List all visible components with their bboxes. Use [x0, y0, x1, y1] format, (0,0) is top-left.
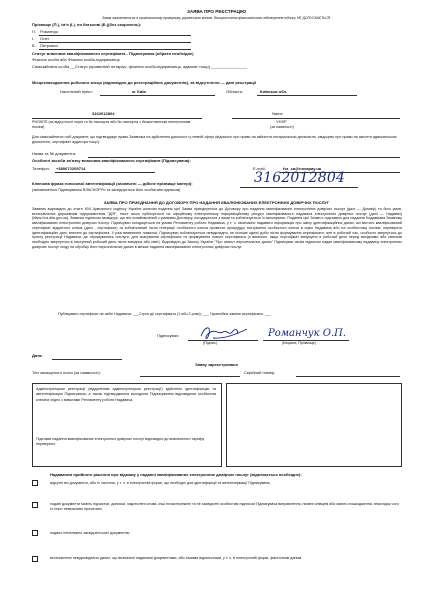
unzr-label: УНЗР: [276, 119, 287, 124]
status-option-self-employed[interactable]: Самозайнята особа __Статус (приватний нотаріус, фізична особа-підприємець, адвокат тощо) ________________: [32, 64, 248, 69]
fill-instruction: Заява заповнюється в оригінальному примірнику українською мовою. Використання факсимільного відтворення підпису НЕ ДОПУСКАЄТЬСЯ.: [101, 16, 332, 20]
tariff-check-text: Підстави надання кваліфікованих електронних довірчих послуг відповідно до визначеного тарифу перевірено: [36, 437, 205, 447]
unzr-note: (за наявності): [270, 125, 294, 129]
doc-name-label: Назва та № документа:: [32, 151, 76, 156]
location-label: Місцезнаходження робочого місця (відповідно до реєстраційних документів), за відсутністю — дані реєстрації: [32, 80, 256, 85]
refusal-checkbox-1[interactable]: [32, 480, 38, 486]
keyphrase-label: Ключова фраза голосової автентифікації (зазначені — дійсне прізвище матері):: [32, 181, 193, 186]
refusal-option-2: подані документи мають підчистки, дописки, закреслені слова, інші незастережені та не засвідчені особистим підписом Підписувача виправлення, наявні олівцеві або мають пошкодження, внаслідок чого їх текст неможливо прочитати;: [50, 502, 399, 511]
refusal-option-3: подано неналежно засвідчені копії документів;: [50, 531, 130, 535]
rnokpp-value[interactable]: 3162012804: [92, 111, 115, 116]
date-label: Дата:: [32, 353, 43, 358]
oblast-label: Область:: [226, 89, 244, 94]
refusal-title: Надавачем прийнято рішення про відмову у наданні кваліфікованих електронних довірчих послуг (відмічається необхідне):: [50, 472, 302, 477]
keyphrase-note: (заповнюється Підписувачем ВЛАСНОРУЧ та засвідчується його особистим підписом): [32, 188, 181, 192]
status-label: Статус власника кваліфікованого сертифіката - Підписувача (обрати необхідне): [32, 51, 194, 56]
name-value[interactable]: Олег: [40, 36, 50, 41]
surname-value[interactable]: Романчук: [40, 29, 58, 34]
status-option-individual[interactable]: Фізична особа або Фізична особа-підприємець: [32, 57, 120, 62]
phone-value[interactable]: +380672209714: [56, 166, 86, 171]
rnokpp-label: РНОКПП (за відсутності серія та № паспорта або № паспорта з безконтактним електронним носієм): [32, 120, 191, 129]
carrier-type-label: Тип захищеного носія (за наявності):: [32, 370, 101, 375]
contract-title: ЗАЯВА ПРО ПРИЄДНАННЯ ДО ДОГОВОРУ ПРО НАДАННЯ КВАЛІФІКОВАНИХ ЕЛЕКТРОННИХ ДОВІРЧИХ ПОСЛУГ: [103, 200, 330, 205]
patronymic-value[interactable]: Петрович: [40, 43, 58, 48]
patronymic-label: Б.: [32, 43, 36, 48]
pib-label: Прізвище (П.), ім'я (І.), по батькові (Б.)(без скорочень):: [32, 22, 142, 27]
email-value[interactable]: for_ca@novapay.ua: [283, 166, 322, 171]
name-field-label: Name: [272, 111, 283, 116]
registered-label: Заяву зареєстровано: [195, 362, 238, 367]
oblast-value[interactable]: Київська обл.: [260, 89, 288, 94]
refusal-checkbox-4[interactable]: [32, 556, 38, 562]
contract-body: Заявник відповідно до статті 634 Цивільного кодексу України шляхом подання цієї Заяви приєднується до Договору про надання кваліфікованих електронних довірчих послуг (далі — Договір) та його умов, встановлених державним підприємством "ДІЯ", текст якого публікується на офіційному електронному інформаційному ресурсі кваліфікованого надавача електронних довірчих послуг (далі — Надавач) (https://ca.diia.gov.ua). Заявник підписом засвідчує, що він ознайомлений з умовами Договору, погоджується з ними та зобов'язується їх виконувати. Подання цієї Заяви є підставою для надання Надавачем Заявнику кваліфікованих електронних довірчих послуг. Підписувач погоджується на умови Регламенту роботи Надавача, у т. ч. своєчасно надавати інформацію про зміну ідентифікаційних даних, які містить кваліфікований сертифікат відкритого ключа (далі - сертифікат) та зобов'язаний після генерації особистого ключа провести процедуру зчитування особистого ключа в офісі Надавача або на особистому носієві, перевірити ідентифікаційні дані, внесені до сертифіката. У разі виявлення помилок, Підписувач зобов'язується невідкладно, не пізніше однієї доби після формування сертифіката, але в робочий час, особисто звернутись до пункту реєстрації Надавача, де отримувались послуги, для скасування сертифіката та формування нового сертифіката (з вимогою, якщо сертифікат випущено в робочий день перед вихідними або святкові необхідно звернутися в наступний робочий день після вихідних або свят). Відповідно до Закону України "Про захист персональних даних" Підписувач своїм підписом надає кваліфікованому надавачу електронних довірчих послуг згоду на обробку його персональних даних в межах надання кваліфікованих електронних довірчих послуг.: [32, 207, 402, 249]
refusal-checkbox-3[interactable]: [32, 530, 38, 536]
refusal-option-1: відсутні всі документи, або їх частина, у т. ч. в електронній формі, що необхідні для ідентифікації та автентифікації Підписувача;: [50, 481, 271, 485]
settlement-label: Населений пункт:: [60, 89, 94, 94]
refusal-checkbox-2[interactable]: [32, 502, 38, 508]
self-employed-doc-text: Для самозайнятих осіб документ, що підтверджує право Заявника на здійснення діяльності у певній сфері (відомості про право на зайняття нотаріальною діяльністю, свідоцтво про право на заняття адвокатською діяльністю, сертифікат аудитора тощо):: [32, 135, 397, 144]
publish-options: Публікувати сертифікат на сайті Надавача: ___Строк дії сертифіката (1 або 2 роки): ___ Гарантійна заміна сертифіката: ___: [58, 312, 271, 316]
signature-caption: (Підпис): [203, 341, 217, 345]
email-label: E-mail:: [253, 166, 266, 171]
keyphrase-handwritten[interactable]: 3162012804: [254, 170, 346, 186]
signer-label: Підписувач:: [157, 333, 180, 338]
name-label: І.: [32, 36, 35, 41]
contacts-label: Особисті засоби зв'язку власника кваліфікованого сертифіката (Підписувача):: [32, 158, 191, 163]
page-title: ЗАЯВА ПРО РЕЄСТРАЦІЮ: [186, 9, 247, 14]
phone-label: Телефон:: [32, 166, 50, 171]
admin-stamp-box: [226, 383, 402, 467]
settlement-value[interactable]: м. Київ: [132, 89, 146, 94]
initials-caption: (Ініціали, Прізвище): [282, 341, 316, 345]
admin-confirmation-text: Адміністратором реєстрації (віддаленим адміністратором реєстрації) здійснено ідентифікацію та автентифікацію Підписувача, а також підтвердження володіння Підписувачем відповідним особистим ключем згідно з вимогами Регламенту роботи Надавача.: [36, 387, 216, 402]
serial-number-label: Серійний номер:: [244, 370, 276, 375]
signer-name-handwritten: Романчук О.П.: [268, 328, 347, 339]
refusal-option-4: встановлено невідповідність даних, що визначені наданими документами, або іншими відомостями, у т. ч. в електронній формі, фактичним даним.: [50, 556, 303, 560]
surname-label: П.: [32, 29, 37, 34]
